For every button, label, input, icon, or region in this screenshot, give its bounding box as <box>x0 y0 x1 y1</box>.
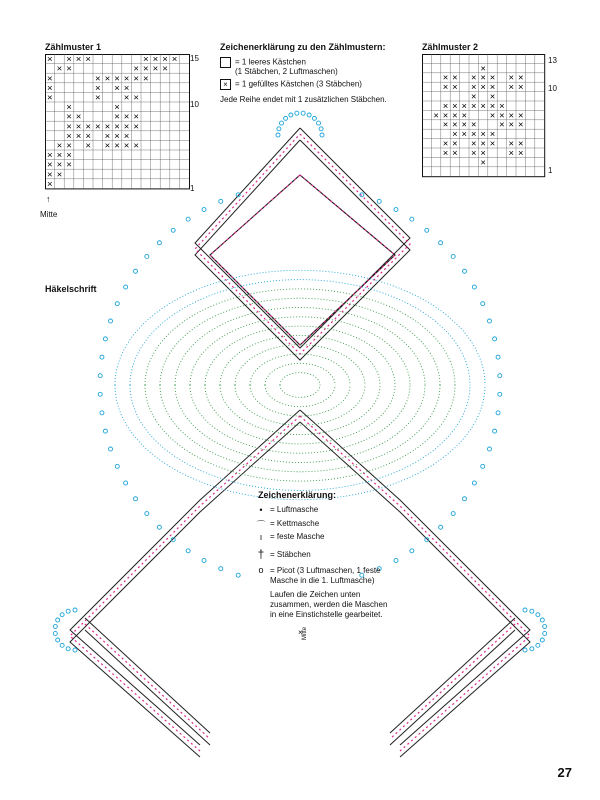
filled-cell: × <box>85 130 92 142</box>
picot-mark <box>66 647 70 651</box>
picot-mark <box>134 269 138 273</box>
filled-cell: × <box>133 121 140 133</box>
filled-cell: × <box>46 159 53 171</box>
fan-round <box>115 270 485 385</box>
filled-cell: × <box>499 109 505 121</box>
picot-mark <box>60 643 64 647</box>
filled-cell: × <box>114 111 120 123</box>
picot-mark <box>124 285 128 289</box>
picot-mark <box>536 613 540 617</box>
fan-round <box>220 385 380 435</box>
filled-cell: × <box>133 92 140 104</box>
legend-chain-stitch: = Luftmasche <box>270 505 319 514</box>
filled-cell: × <box>442 81 449 93</box>
chart1-row-label-15: 15 <box>190 54 199 63</box>
filled-cell: × <box>517 71 524 83</box>
fan-round <box>265 363 335 385</box>
legend-picot: = Picot (3 Luftmaschen, 1 feste <box>270 566 381 575</box>
picot-mark <box>202 208 206 212</box>
picot-mark <box>394 208 398 212</box>
filled-cell: × <box>46 178 53 190</box>
filled-cell: × <box>123 111 130 123</box>
filled-cell: × <box>85 121 92 133</box>
picot-mark <box>439 525 443 529</box>
filled-cell: × <box>480 146 486 158</box>
filled-cell: × <box>470 90 477 102</box>
band-stitches <box>390 624 515 739</box>
filled-cell: × <box>104 130 111 142</box>
picot-mark <box>56 618 60 622</box>
band-stitches <box>85 624 210 739</box>
filled-cell: × <box>123 92 130 104</box>
chart2-row-label-1: 1 <box>548 166 553 175</box>
picot-mark <box>540 618 544 622</box>
filled-cell: × <box>442 99 449 111</box>
picot-mark <box>100 355 104 359</box>
filled-cell: × <box>489 71 496 83</box>
filled-cell: × <box>66 150 72 162</box>
filled-cell: × <box>133 111 140 123</box>
single-crochet-icon: ı <box>259 532 263 542</box>
picot-mark <box>145 512 149 516</box>
filled-cell: × <box>452 146 458 158</box>
band-edge <box>195 128 410 348</box>
filled-cell: × <box>66 54 72 66</box>
chart1-row-label-10: 10 <box>190 100 199 109</box>
fan-round <box>175 385 425 463</box>
filled-cell: × <box>114 130 120 142</box>
picot-mark <box>319 127 323 131</box>
symbol-legend-title: Zeichenerklärung: <box>258 490 337 500</box>
picot-mark <box>425 228 429 232</box>
picot-mark <box>100 411 104 415</box>
filled-cell: × <box>452 109 458 121</box>
slip-stitch-icon: ⌒ <box>256 520 266 530</box>
filled-cell: × <box>66 111 72 123</box>
filled-cell: × <box>489 128 496 140</box>
picot-mark <box>157 241 161 245</box>
center-cross-icon: × <box>298 628 303 637</box>
band-edge <box>70 410 300 745</box>
picot-mark <box>103 337 107 341</box>
filled-cell: × <box>517 137 524 149</box>
picot-mark <box>279 121 283 125</box>
chart2-row-label-13: 13 <box>548 56 557 65</box>
picot-mark <box>439 241 443 245</box>
filled-cell: × <box>480 137 486 149</box>
picot-mark <box>317 121 321 125</box>
picot-mark <box>496 355 500 359</box>
filled-cell: × <box>114 82 120 94</box>
filled-cell: × <box>94 121 101 133</box>
chart2-title: Zählmuster 2 <box>422 42 479 52</box>
fan-round <box>250 385 350 416</box>
filled-cell: × <box>452 137 458 149</box>
picot-mark <box>481 302 485 306</box>
page-number: 27 <box>557 765 572 780</box>
fan-round <box>235 345 365 385</box>
filled-cell: × <box>489 109 496 121</box>
picot-mark <box>56 638 60 642</box>
filled-cell: × <box>452 71 458 83</box>
filled-cell: × <box>470 128 477 140</box>
fan-round <box>250 354 350 385</box>
filled-cell: × <box>85 54 92 66</box>
picot-mark <box>536 643 540 647</box>
picot-mark <box>462 497 466 501</box>
picot-mark <box>493 429 497 433</box>
filled-cell: × <box>442 146 449 158</box>
filled-cell: × <box>46 73 53 85</box>
filled-cell: × <box>94 73 101 85</box>
fan-round <box>115 385 485 500</box>
picot-mark <box>98 392 102 396</box>
filled-cell: × <box>142 63 149 75</box>
filled-cell: × <box>517 118 524 130</box>
filled-cell: × <box>104 121 111 133</box>
fan-round <box>280 373 320 385</box>
filled-cell: × <box>489 137 496 149</box>
legend-empty-box-detail: (1 Stäbchen, 2 Luftmaschen) <box>235 67 338 76</box>
filled-cell: × <box>461 118 468 130</box>
filled-cell: × <box>508 146 515 158</box>
picot-mark <box>276 133 280 137</box>
picot-mark <box>295 111 299 115</box>
filled-cell: × <box>56 140 63 152</box>
filled-cell: × <box>85 140 92 152</box>
filled-cell: × <box>499 118 505 130</box>
legend-empty-text: = 1 leeres Kästchen <box>235 57 306 67</box>
picot-mark <box>289 113 293 117</box>
filled-cell: × <box>75 130 82 142</box>
band-edge <box>85 630 210 745</box>
legend-filled-text: = 1 gefülltes Kästchen (3 Stäbchen) <box>235 79 362 89</box>
fan-round <box>280 385 320 397</box>
filled-cell: × <box>452 128 458 140</box>
picot-mark <box>530 647 534 651</box>
filled-cell: × <box>489 81 496 93</box>
picot-mark <box>236 573 240 577</box>
filled-cell: × <box>442 109 449 121</box>
filet-band <box>70 410 300 757</box>
filled-cell: × <box>66 130 72 142</box>
filled-cell: × <box>133 73 140 85</box>
filet-band <box>195 128 410 360</box>
fan-round <box>265 385 335 407</box>
picot-mark <box>530 609 534 613</box>
legend-double-crochet: = Stäbchen <box>270 550 311 559</box>
picot-mark <box>277 127 281 131</box>
fan-round <box>130 280 470 385</box>
filled-cell: × <box>56 169 63 181</box>
filled-cell: × <box>470 137 477 149</box>
picot-mark <box>498 392 502 396</box>
filled-cell: × <box>461 99 468 111</box>
picot-mark <box>171 228 175 232</box>
picot-mark <box>462 269 466 273</box>
filled-cell: × <box>66 159 72 171</box>
picot-mark <box>487 319 491 323</box>
filled-cell: × <box>46 54 53 66</box>
legend-note-2: zusammen, werden die Maschen <box>270 600 388 609</box>
filled-cell: × <box>452 81 458 93</box>
counting-legend-title: Zeichenerklärung zu den Zählmustern: <box>220 42 386 52</box>
chart2-row-label-10: 10 <box>548 84 557 93</box>
filled-cell: × <box>480 99 486 111</box>
filled-cell: × <box>66 102 72 114</box>
fan-round <box>160 298 440 385</box>
picot-mark <box>124 481 128 485</box>
picot-mark <box>496 411 500 415</box>
filled-cell: × <box>461 128 468 140</box>
chain-stitch-icon: • <box>259 505 263 515</box>
picot-mark <box>73 608 77 612</box>
picot-mark <box>472 285 476 289</box>
fan-round <box>145 385 455 481</box>
chart1-center-marker: Mitte <box>40 210 58 219</box>
legend-picot-detail: Masche in die 1. Luftmasche) <box>270 576 375 585</box>
filled-cell: × <box>470 118 477 130</box>
filled-cell: × <box>470 71 477 83</box>
picot-mark <box>53 631 57 635</box>
filled-cell: × <box>46 169 53 181</box>
picot-mark <box>73 648 77 652</box>
filled-cell: × <box>452 99 458 111</box>
filled-cell: × <box>114 140 120 152</box>
band-stitches <box>195 134 410 354</box>
filet-band <box>85 618 210 745</box>
filled-cell: × <box>114 73 120 85</box>
filet-band <box>390 618 515 745</box>
band-edge <box>390 630 515 745</box>
picot-mark <box>301 111 305 115</box>
picot-mark <box>284 116 288 120</box>
picot-mark <box>134 497 138 501</box>
filled-cell: × <box>114 102 120 114</box>
filled-cell: × <box>508 118 515 130</box>
filled-cell: × <box>56 159 63 171</box>
filled-cell: × <box>171 54 178 66</box>
filled-cell: × <box>517 109 524 121</box>
filled-cell: × <box>152 54 159 66</box>
double-crochet-icon: † <box>257 547 265 561</box>
picot-mark <box>145 254 149 258</box>
band-edge <box>70 422 300 757</box>
filled-cell: × <box>433 109 439 121</box>
picot-mark <box>115 302 119 306</box>
filled-cell: × <box>508 81 515 93</box>
fan-round <box>130 385 470 490</box>
picot-mark <box>157 525 161 529</box>
legend-single-crochet: = feste Masche <box>270 532 325 541</box>
picot-mark <box>186 217 190 221</box>
filled-cell: × <box>480 81 486 93</box>
filled-cell: × <box>94 92 101 104</box>
filled-cell: × <box>114 121 120 133</box>
picot-mark <box>115 464 119 468</box>
filled-cell: × <box>489 90 496 102</box>
filled-cell: × <box>56 150 63 162</box>
picot-mark <box>472 481 476 485</box>
fan-round <box>205 326 395 385</box>
filled-cell: × <box>46 82 53 94</box>
picot-mark <box>543 625 547 629</box>
filled-cell: × <box>66 140 72 152</box>
picot-mark <box>60 613 64 617</box>
picot-mark <box>540 638 544 642</box>
filled-cell: × <box>480 62 486 74</box>
band-edge <box>210 175 395 345</box>
picot-mark <box>98 374 102 378</box>
filled-cell: × <box>442 71 449 83</box>
band-edge <box>210 175 395 345</box>
picot-mark <box>451 254 455 258</box>
fan-round <box>175 308 425 386</box>
filled-cell: × <box>470 99 477 111</box>
arrow-up-icon: ↑ <box>46 194 51 204</box>
filled-cell: × <box>133 63 140 75</box>
filled-cell: × <box>94 82 101 94</box>
filled-cell: × <box>66 63 72 75</box>
filled-cell: × <box>489 99 496 111</box>
picot-mark <box>410 217 414 221</box>
legend-note-3: in eine Einstichstelle gearbeitet. <box>270 610 383 619</box>
filled-cell: × <box>480 128 486 140</box>
filled-cell: × <box>508 109 515 121</box>
filled-cell: × <box>470 81 477 93</box>
filled-cell: × <box>499 99 505 111</box>
filled-cell: × <box>46 92 53 104</box>
picot-mark <box>66 609 70 613</box>
filled-cell: × <box>442 118 449 130</box>
filled-cell: × <box>452 118 458 130</box>
picot-mark <box>498 374 502 378</box>
filled-cell: × <box>123 82 130 94</box>
picot-mark <box>487 447 491 451</box>
filled-cell: × <box>480 71 486 83</box>
picot-mark <box>377 199 381 203</box>
filled-cell: × <box>46 150 53 162</box>
band-stitches <box>70 416 300 751</box>
picot-mark <box>394 558 398 562</box>
legend-slip-stitch: = Kettmasche <box>270 519 320 528</box>
picot-mark <box>53 625 57 629</box>
filled-cell: × <box>508 71 515 83</box>
picot-mark <box>543 631 547 635</box>
filled-cell: × <box>123 140 130 152</box>
picot-mark <box>109 319 113 323</box>
filled-cell: × <box>123 73 130 85</box>
filled-cell: × <box>133 140 140 152</box>
picot-mark <box>307 113 311 117</box>
filled-cell: × <box>442 137 449 149</box>
filled-cell: × <box>123 121 130 133</box>
filled-cell: × <box>517 81 524 93</box>
filled-cell: × <box>104 140 111 152</box>
picot-mark <box>312 116 316 120</box>
filled-cell: × <box>56 63 63 75</box>
fan-round <box>145 289 455 385</box>
filled-cell: × <box>66 121 72 133</box>
filled-cell: × <box>470 146 477 158</box>
filet-band <box>210 175 395 345</box>
filled-cell: × <box>461 109 468 121</box>
picot-mark <box>186 549 190 553</box>
filled-cell: × <box>162 54 168 66</box>
picot-mark <box>523 608 527 612</box>
filled-cell: × <box>142 54 149 66</box>
band-edge <box>85 618 210 733</box>
picot-icon: o <box>258 565 264 575</box>
band-edge <box>195 140 410 360</box>
picot-mark <box>109 447 113 451</box>
filled-cell: × <box>75 111 82 123</box>
filled-box-icon: × <box>220 79 231 90</box>
filled-cell: × <box>517 146 524 158</box>
filled-cell: × <box>104 73 111 85</box>
band-stitches <box>210 175 395 345</box>
filled-cell: × <box>75 54 82 66</box>
fan-round <box>205 385 395 444</box>
picot-mark <box>103 429 107 433</box>
fan-round <box>235 385 365 425</box>
band-edge <box>390 618 515 733</box>
picot-mark <box>219 199 223 203</box>
filled-cell: × <box>162 63 168 75</box>
picot-mark <box>451 512 455 516</box>
center-mark-label: Mitte <box>302 626 308 640</box>
picot-mark <box>481 464 485 468</box>
picot-mark <box>410 549 414 553</box>
picot-mark <box>493 337 497 341</box>
filled-cell: × <box>75 121 82 133</box>
chart1-row-label-1: 1 <box>190 184 195 193</box>
filled-cell: × <box>508 137 515 149</box>
legend-row-note: Jede Reihe endet mit 1 zusätzlichen Stäbchen. <box>220 95 387 104</box>
fan-round <box>160 385 440 472</box>
filled-cell: × <box>123 130 130 142</box>
picot-mark <box>202 558 206 562</box>
filled-cell: × <box>142 73 149 85</box>
filled-cell: × <box>152 63 159 75</box>
filled-cell: × <box>480 156 486 168</box>
legend-note-1: Laufen die Zeichen unten <box>270 590 361 599</box>
picot-mark <box>320 133 324 137</box>
picot-mark <box>219 567 223 571</box>
picot-mark <box>523 648 527 652</box>
chart1-title: Zählmuster 1 <box>45 42 102 52</box>
crochet-title: Häkelschrift <box>45 284 97 294</box>
